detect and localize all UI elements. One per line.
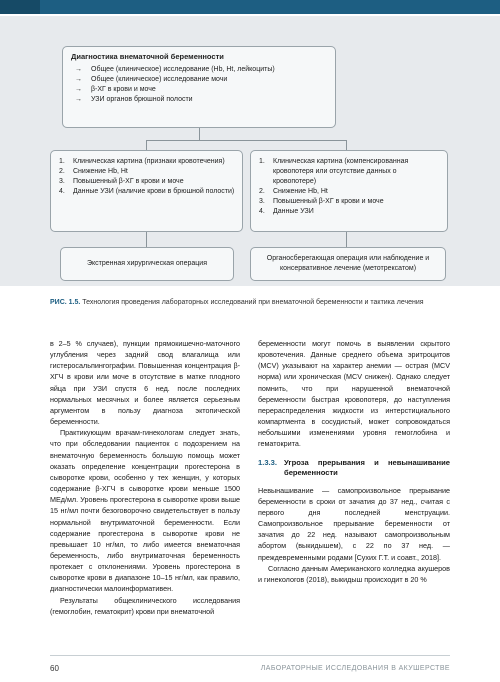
criteria-item: 1. Клиническая картина (компенсированная кровопотеря или отсутствие данных о кровопотере)	[259, 158, 409, 185]
criteria-item: 4. Данные УЗИ	[259, 208, 314, 215]
criteria-item: 3. Повышенный β-ХГ в крови и моче	[259, 198, 384, 205]
section-number: 1.3.3.	[258, 457, 277, 467]
connector-line	[146, 140, 147, 150]
outcome-box-right: Органосберегающая операция или наблюдение и консервативное лечение (метотрексатом)	[250, 247, 446, 281]
paragraph: Результаты общеклинического исследования (гемоглобин, гематокрит) крови при внематочной	[50, 595, 240, 616]
figure-caption	[50, 298, 450, 308]
diagnostics-title: Диагностика внематочной беременности	[71, 52, 224, 61]
figure-caption-label: РИС. 1.5.	[50, 299, 81, 306]
criteria-box-right	[250, 150, 448, 232]
criteria-box-left	[50, 150, 243, 232]
diagnostics-item: → Общее (клиническое) исследование (Hb, Ht, лейкоциты)	[75, 66, 275, 73]
arrow-right-icon: →	[75, 76, 82, 83]
diagnostics-item: → Общее (клиническое) исследование мочи	[75, 76, 228, 83]
diagnostics-item: → УЗИ органов брюшной полости	[75, 96, 193, 103]
page-number: 60	[50, 664, 59, 673]
running-title: ЛАБОРАТОРНЫЕ ИССЛЕДОВАНИЯ В АКУШЕРСТВЕ	[260, 665, 450, 672]
connector-line	[346, 140, 347, 150]
text-column-right	[258, 338, 450, 585]
paragraph: беременности могут помочь в выявлении скрытого кровотечения. Данные среднего объема эритроцитов (MCV) указывают на характер анемии — острая (MCV норма) или хроническая (MCV снижен). Однако следует помнить, что при нарушенной внематочной беременности быстрая кровопотеря, до наступления перераспределения жидкости из интерстициального компартмента в сосудистый, может сопровождаться небольшими изменениями уровня гемоглобина и гематокрита.	[258, 339, 450, 449]
paragraph: Согласно данным Американского колледжа акушеров и гинекологов (2018), выкидыш происходит в 20 %	[258, 563, 450, 584]
footer-rule	[50, 655, 450, 656]
diagnostics-box	[62, 46, 336, 128]
connector-line	[146, 140, 346, 141]
arrow-right-icon: →	[75, 86, 82, 93]
outcome-box-left: Экстренная хирургическая операция	[60, 247, 234, 281]
top-color-bar-accent	[0, 0, 40, 14]
paragraph: в 2–5 % случаев), пункции прямокишечно-маточного углубления через задний свод влагалища или гистеросальпингографии. Повышенная концентрация β-ХГЧ в крови или моче в отсутствие в матке плодного яйца при УЗИ спустя 6 нед. после последних нормальных месячных и более является серьезным аргументом в пользу диагноза эктопической беременности.	[50, 339, 240, 427]
criteria-item: 4. Данные УЗИ (наличие крови в брюшной полости)	[59, 188, 235, 195]
criteria-item: 2. Снижение Hb, Ht	[259, 188, 328, 195]
text-column-left	[50, 338, 240, 617]
connector-line	[346, 232, 347, 247]
criteria-item: 3. Повышенный β-ХГ в крови и моче	[59, 178, 184, 185]
figure-caption-text: Технология проведения лабораторных исследований при внематочной беременности и тактика лечения	[82, 299, 424, 306]
paragraph: Невынашивание — самопроизвольное прерывание беременности в сроки от зачатия до 37 нед., считая с первого дня последней менструации. Самопроизвольное прерывание беременности от зачатия до 22 нед. называют самопроизвольным абортом (выкидышем), с 22 по 37 нед. — преждевременными родами [Сухих Г.Т. и соавт., 2018].	[258, 485, 450, 562]
criteria-item: 1. Клиническая картина (признаки кровотечения)	[59, 158, 225, 165]
arrow-right-icon: →	[75, 66, 82, 73]
diagnostics-item: → β-ХГ в крови и моче	[75, 86, 156, 93]
connector-line	[199, 128, 200, 140]
connector-line	[146, 232, 147, 247]
top-color-bar	[0, 0, 500, 14]
arrow-right-icon: →	[75, 96, 82, 103]
section-heading	[258, 458, 450, 479]
paragraph: Практикующим врачам-гинекологам следует знать, что при обследовании пациенток с подозрением на внематочную беременность большую помощь может оказать определение концентрации прогестерона в сыворотке крови, особенно у тех женщин, у которых содержание β-ХГЧ в сыворотке крови меньше 1500 МЕд/мл. Уровень прогестерона в сыворотке крови выше 15 нг/мл почти безоговорочно свидетельствует в пользу нормальной внутриматочной беременности. Если содержание прогестерона в сыворотке крови не превышает 10 нг/мл, то либо имеется внематочная беременность, либо внутриматочная беременность протекает с отклонениями. Уровень прогестерона в сыворотке крови в диапазоне 10–15 нг/мл, как правило, диагностически малоинформативен.	[50, 428, 240, 594]
criteria-item: 2. Снижение Hb, Ht	[59, 168, 128, 175]
section-title: Угроза прерывания и невынашивание беременности	[284, 457, 450, 478]
